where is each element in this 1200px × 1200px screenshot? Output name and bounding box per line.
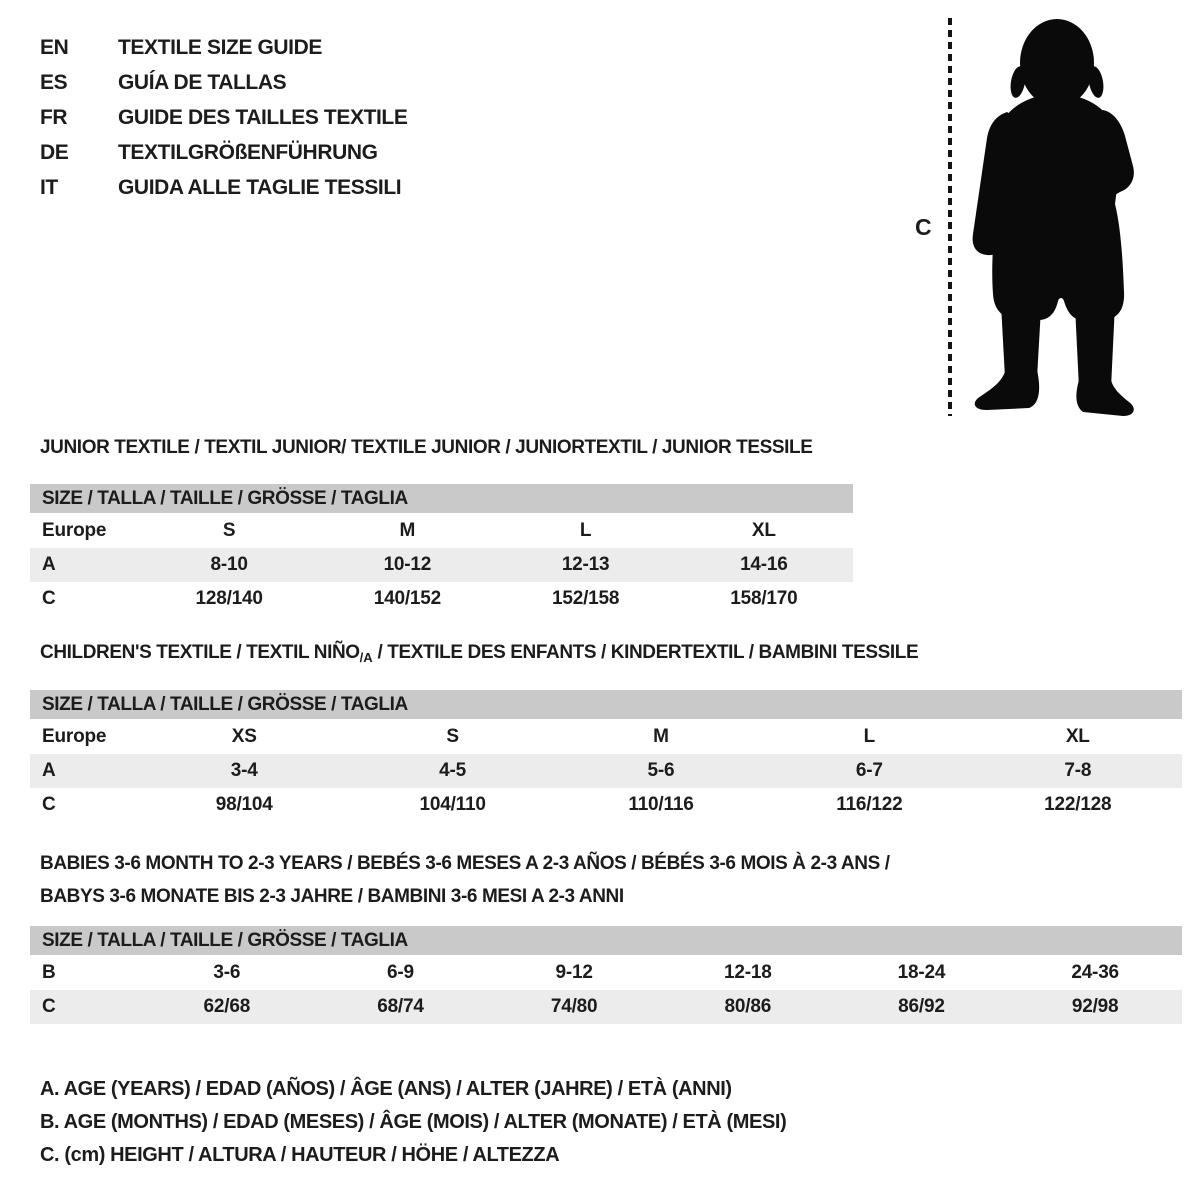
children-height-row	[30, 788, 1182, 822]
table-cell: 104/110	[348, 788, 556, 822]
table-cell: XL	[974, 720, 1182, 754]
table-cell: 6-7	[765, 754, 973, 788]
table-cell: 6-9	[314, 956, 488, 990]
table-cell: 18-24	[835, 956, 1009, 990]
table-cell: 116/122	[765, 788, 973, 822]
guide-title-en: TEXTILE SIZE GUIDE	[118, 36, 322, 59]
babies-section-title-line1: BABIES 3-6 MONTH TO 2-3 YEARS / BEBÉS 3-6 MESES A 2-3 AÑOS / BÉBÉS 3-6 MOIS À 2-3 ANS /	[40, 853, 890, 874]
table-cell: 24-36	[1008, 956, 1182, 990]
row-label: A	[30, 754, 140, 788]
lang-code: DE	[40, 141, 69, 164]
row-label: A	[30, 548, 140, 582]
table-cell: M	[318, 514, 496, 548]
table-cell: 128/140	[140, 582, 318, 616]
junior-size-header-band: SIZE / TALLA / TAILLE / GRÖSSE / TAGLIA	[30, 484, 853, 513]
table-cell: 86/92	[835, 990, 1009, 1024]
toddler-silhouette-icon	[963, 16, 1141, 420]
babies-size-header-band: SIZE / TALLA / TAILLE / GRÖSSE / TAGLIA	[30, 926, 1182, 955]
junior-size-table	[30, 484, 853, 616]
guide-title-de: TEXTILGRÖßENFÜHRUNG	[118, 141, 378, 164]
children-title-sub: /A	[359, 650, 373, 665]
table-cell: 9-12	[487, 956, 661, 990]
table-cell: 4-5	[348, 754, 556, 788]
table-cell: XS	[140, 720, 348, 754]
table-cell: 7-8	[974, 754, 1182, 788]
lang-row-fr	[40, 100, 407, 135]
junior-europe-row	[30, 514, 853, 548]
table-cell: 98/104	[140, 788, 348, 822]
table-cell: 10-12	[318, 548, 496, 582]
table-cell: S	[348, 720, 556, 754]
table-cell: S	[140, 514, 318, 548]
table-cell: 3-6	[140, 956, 314, 990]
children-title-pre: CHILDREN'S TEXTILE / TEXTIL NIÑO	[40, 642, 360, 663]
legend-line-c: C. (cm) HEIGHT / ALTURA / HAUTEUR / HÖHE / ALTEZZA	[40, 1144, 560, 1166]
lang-code: EN	[40, 36, 69, 59]
table-cell: 12-18	[661, 956, 835, 990]
guide-title-it: GUIDA ALLE TAGLIE TESSILI	[118, 176, 402, 199]
table-cell: 62/68	[140, 990, 314, 1024]
table-cell: 3-4	[140, 754, 348, 788]
lang-row-es	[40, 65, 407, 100]
lang-code: IT	[40, 176, 58, 199]
table-cell: 80/86	[661, 990, 835, 1024]
junior-age-row	[30, 548, 853, 582]
children-age-row	[30, 754, 1182, 788]
table-cell: 68/74	[314, 990, 488, 1024]
table-cell: 14-16	[675, 548, 853, 582]
measure-legend	[40, 1073, 786, 1172]
table-cell: L	[497, 514, 675, 548]
table-cell: 110/116	[557, 788, 765, 822]
guide-title-fr: GUIDE DES TAILLES TEXTILE	[118, 106, 408, 129]
children-europe-row	[30, 720, 1182, 754]
lang-row-it	[40, 170, 407, 205]
height-dashed-line	[948, 18, 952, 416]
row-label: C	[30, 582, 140, 616]
legend-line-a: A. AGE (YEARS) / EDAD (AÑOS) / ÂGE (ANS) / ALTER (JAHRE) / ETÀ (ANNI)	[40, 1078, 732, 1100]
table-cell: 74/80	[487, 990, 661, 1024]
table-cell: 5-6	[557, 754, 765, 788]
table-cell: 8-10	[140, 548, 318, 582]
children-size-header-band: SIZE / TALLA / TAILLE / GRÖSSE / TAGLIA	[30, 690, 1182, 719]
junior-height-row	[30, 582, 853, 616]
babies-size-table	[30, 926, 1182, 1024]
children-title-post: / TEXTILE DES ENFANTS / KINDERTEXTIL / BAMBINI TESSILE	[372, 642, 919, 663]
table-cell: 152/158	[497, 582, 675, 616]
lang-code: FR	[40, 106, 68, 129]
lang-row-de	[40, 135, 407, 170]
guide-title-es: GUÍA DE TALLAS	[118, 71, 287, 94]
babies-height-row	[30, 990, 1182, 1024]
row-label: B	[30, 956, 140, 990]
table-cell: 12-13	[497, 548, 675, 582]
table-cell: 122/128	[974, 788, 1182, 822]
row-label: C	[30, 990, 140, 1024]
table-cell: XL	[675, 514, 853, 548]
babies-section-title-line2: BABYS 3-6 MONATE BIS 2-3 JAHRE / BAMBINI 3-6 MESI A 2-3 ANNI	[40, 886, 624, 907]
junior-section-title: JUNIOR TEXTILE / TEXTIL JUNIOR/ TEXTILE JUNIOR / JUNIORTEXTIL / JUNIOR TESSILE	[40, 437, 813, 458]
table-cell: L	[765, 720, 973, 754]
table-cell: 158/170	[675, 582, 853, 616]
row-label: C	[30, 788, 140, 822]
row-label: Europe	[30, 720, 140, 754]
height-measure-label: C	[915, 214, 932, 240]
children-size-table	[30, 690, 1182, 822]
row-label: Europe	[30, 514, 140, 548]
language-header	[40, 30, 407, 205]
babies-age-row	[30, 956, 1182, 990]
lang-row-en	[40, 30, 407, 65]
lang-code: ES	[40, 71, 68, 94]
children-section-title	[40, 642, 918, 664]
table-cell: 92/98	[1008, 990, 1182, 1024]
table-cell: 140/152	[318, 582, 496, 616]
table-cell: M	[557, 720, 765, 754]
legend-line-b: B. AGE (MONTHS) / EDAD (MESES) / ÂGE (MOIS) / ALTER (MONATE) / ETÀ (MESI)	[40, 1111, 787, 1133]
